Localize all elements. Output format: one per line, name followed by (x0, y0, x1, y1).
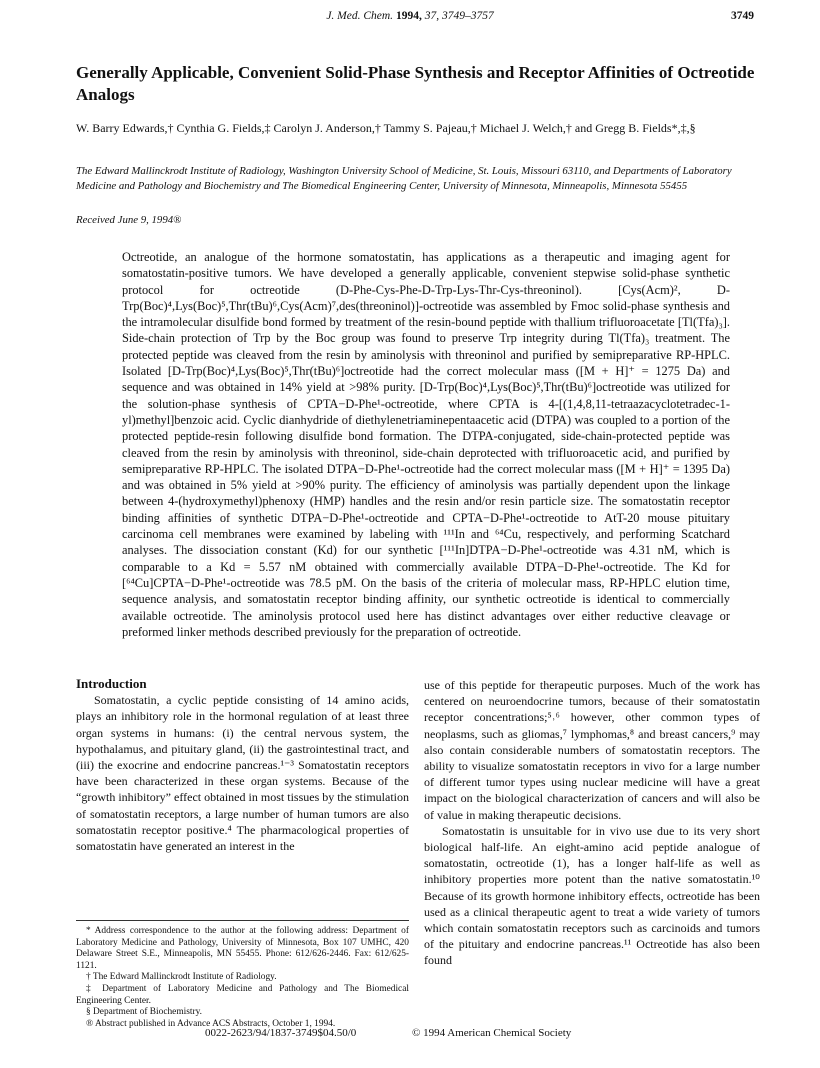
running-head (0, 10, 820, 26)
bottom-line (0, 1027, 820, 1041)
footnote-correspondence: * Address correspondence to the author at the following address: Department of Laboratory Medicine and Pathology, University of Minnesota, Box 107 UMHC, 420 Delaware Street S.E., Minneapolis, MN 55455. Phone: 612/626-2446. Fax: 612/625-1121. (76, 926, 409, 971)
footnotes (76, 920, 409, 1030)
journal-citation (0, 10, 820, 22)
introduction-paragraph-2: Somatostatin is unsuitable for in vivo use due to its very short biological half-life. An eight-amino acid peptide analogue of somatostatin, octreotide (1), has a longer half-life as well as inhibitory properties more potent than the native somatostatin.¹⁰ Because of its growth hormone inhibitory effects, octreotide has been used as a clinical therapeutic agent to treat a wide variety of tumors which contain somatostatin receptors such as carcinoids and tumors of the pituitary and endocrine pancreas.¹¹ Octreotide has also been found (424, 823, 760, 968)
introduction-paragraph-1: Somatostatin, a cyclic peptide consisting of 14 amino acids, plays an inhibitory role in the hormonal regulation of at least three organ systems in humans: (i) the central nervous system, the hypothalamus, and pituitary gland, (ii) the gastrointestinal tract, and (iii) the exocrine and endocrine pancreas.¹⁻³ Somatostatin receptors have been characterized in these organ systems. Because of the “growth inhibitory” effect obtained in most tissues by the stimulation of somatostatin receptors, a large number of human tumors are also somatostatin receptor positive.⁴ The pharmacological properties of somatostatin have generated an interest in the (76, 693, 409, 854)
journal-year: 1994, (395, 10, 422, 22)
copyright-notice: © 1994 American Chemical Society (412, 1027, 572, 1039)
footnote-section: § Department of Biochemistry. (86, 1007, 203, 1018)
journal-pages: 3749–3757 (441, 10, 494, 22)
introduction-heading: Introduction (76, 676, 147, 691)
article-code: 0022-2623/94/1837-3749$04.50/0 (205, 1027, 357, 1039)
journal-name: J. Med. Chem. (326, 10, 394, 22)
footnote-double-dagger: ‡ Department of Laboratory Medicine and Pathology and The Biomedical Engineering Center. (76, 983, 409, 1006)
footnote-abstract-published: ® Abstract published in Advance ACS Abstracts, October 1, 1994. (86, 1018, 336, 1029)
introduction-paragraph-continued: use of this peptide for therapeutic purposes. Much of the work has centered on neuroendocrine tumors, because of their somatostatin receptor concentrations;⁵˒⁶ however, other common types of neoplasms, such as gliomas,⁷ lymphomas,⁸ and breast cancers,⁹ may also contain considerable numbers of somatostatin receptors. The ability to visualize somatostatin receptors in vivo for a large number of different tumor types using nuclear medicine will have a great impact on the biological characterization of cancers and will also be of value in making therapeutic decisions. (424, 678, 760, 822)
journal-volume: 37, (424, 10, 440, 22)
footnote-dagger: † The Edward Mallinckrodt Institute of Radiology. (86, 972, 277, 983)
affiliation: The Edward Mallinckrodt Institute of Radiology, Washington University School of Medicine, St. Louis, Missouri 63110, and Departments of Laboratory Medicine and Pathology and Biochemistry and The Biomedical Engineering Center, University of Minnesota, Minneapolis, Minnesota 55455 (76, 165, 732, 192)
abstract: Octreotide, an analogue of the hormone somatostatin, has applications as a therapeutic and imaging agent for somatostatin-positive tumors. We have developed a generally applicable, convenient stepwise solid-phase synthetic protocol for octreotide (D-Phe-Cys-Phe-D-Trp-Lys-Thr-Cys-threoninol). [Cys(Acm)², D-Trp(Boc)⁴,Lys(Boc)⁵,Thr(tBu)⁶,Cys(Acm)⁷,des(threoninol)]-octreotide was assembled by Fmoc solid-phase synthesis and the intramolecular disulfide bond formed by treatment of the resin-bound peptide with thallium trifluoroacetate [Tl(Tfa)₃]. Side-chain protection of Trp by the Boc group was found to preserve Trp integrity during Tl(Tfa)₃ treatment. The protected peptide was cleaved from the resin by aminolysis with threoninol and purified by semipreparative RP-HPLC. Isolated [D-Trp(Boc)⁴,Lys(Boc)⁵,Thr(tBu)⁶]octreotide had the correct molecular mass ([M + H]⁺ = 1275 Da) and sequence and was obtained in 14% yield at >98% purity. [D-Trp(Boc)⁴,Lys(Boc)⁵,Thr(tBu)⁶]octreotide was utilized for the solution-phase synthesis of CPTA−D-Phe¹-octreotide, where CPTA is 4-[(1,4,8,11-tetraazacyclotetradec-1-yl)methyl]benzoic acid. Cyclic dianhydride of diethylenetriaminepentaacetic acid (DTPA) was coupled to a portion of the protected peptide-resin following disulfide bond formation. The DTPA-conjugated, side-chain-protected peptide was cleaved from the resin by aminolysis with threoninol, side-chain deprotected with trifluoroacetic acid, and purified by semipreparative RP-HPLC. The isolated DTPA−D-Phe¹-octreotide had the correct molecular mass ([M + H]⁺ = 1395 Da) and was obtained in 5% yield at >90% purity. The efficiency of aminolysis was partially dependent upon the linkage between 4-(hydroxymethyl)phenoxy (HMP) handles and the resin and/or resin particle size. The somatostatin receptor binding affinities of synthetic DTPA−D-Phe¹-octreotide and CPTA−D-Phe¹-octreotide to AtT-20 mouse pituitary carcinoma cell membranes were examined by labeling with ¹¹¹In and ⁶⁴Cu, respectively, and performing Scatchard analyses. The dissociation constant (Kd) for our synthetic [¹¹¹In]DTPA−D-Phe¹-octreotide was 4.31 nM, which is comparable to a Kd = 5.57 nM obtained with commercially available DTPA−D-Phe¹-octreotide. The Kd for [⁶⁴Cu]CPTA−D-Phe¹-octreotide was 78.5 pM. On the basis of the criteria of molecular mass, RP-HPLC elution time, sequence analysis, and somatostatin receptor binding affinity, our synthetic octreotide is identical to commercially available octreotide. The aminolysis protocol used here has distinct advantages over either reductive cleavage or preformed linker methods described previously for the preparation of octreotide. (122, 250, 730, 639)
author-list: W. Barry Edwards,† Cynthia G. Fields,‡ Carolyn J. Anderson,† Tammy S. Pajeau,† Michael J. Welch,† and Gregg B. Fields*,‡,§ (76, 121, 696, 135)
left-column (76, 676, 409, 854)
right-column (424, 677, 760, 969)
received-date: Received June 9, 1994® (76, 214, 182, 226)
page-number: 3749 (731, 10, 754, 22)
article-title: Generally Applicable, Convenient Solid-Phase Synthesis and Receptor Affinities of Octreotide Analogs (76, 63, 755, 104)
